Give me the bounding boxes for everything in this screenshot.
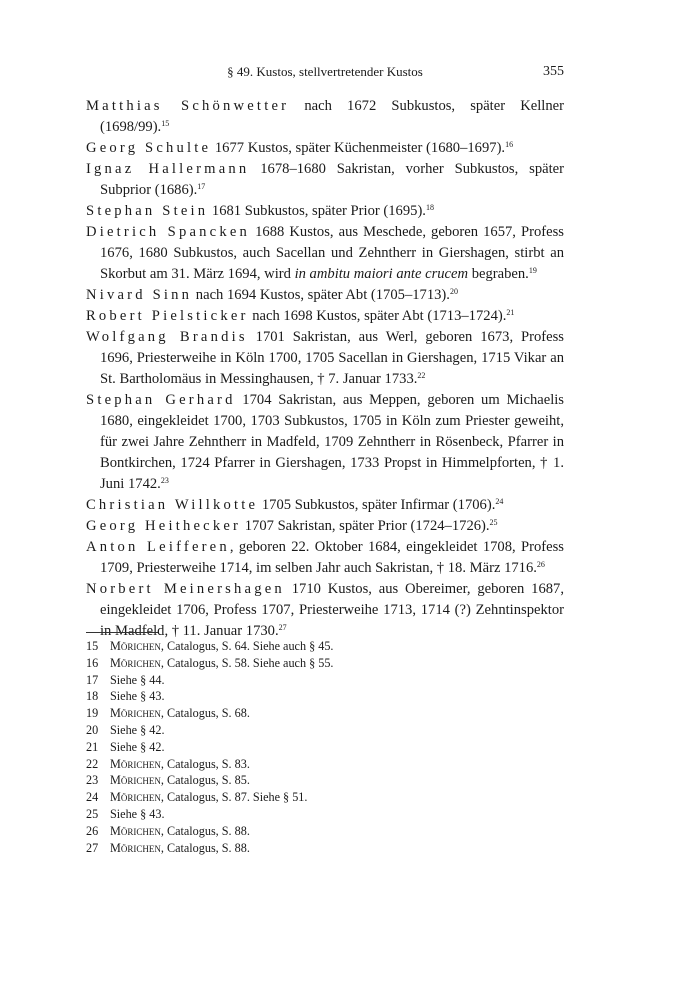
page-number: 355 bbox=[543, 64, 564, 79]
footnote-number: 16 bbox=[86, 655, 99, 670]
footnote-marker: 23 bbox=[160, 476, 169, 485]
footnote-text: , Catalogus, S. 88. bbox=[160, 840, 250, 855]
footnote-author: Mörichen bbox=[110, 790, 161, 805]
footnote-text: Siehe § 44. bbox=[110, 672, 165, 687]
entry-text: 1701 Sakristan, aus Werl, geboren 1673, Profess 1696, Priesterweihe in Köln 1700, 1705 Sacellan in Giershagen, 1715 Vikar an St. Bartholomäus in Messinghausen, † 7. Januar 1733. bbox=[100, 329, 564, 387]
latin-phrase: in ambitu maiori ante crucem bbox=[294, 266, 469, 282]
page-header bbox=[86, 62, 564, 82]
biography-entry bbox=[86, 159, 564, 201]
footnote-marker: 21 bbox=[506, 308, 515, 317]
footnote bbox=[86, 739, 564, 756]
footnote-author: Mörichen bbox=[110, 756, 161, 771]
biography-entry bbox=[86, 516, 564, 537]
footnote-marker: 19 bbox=[528, 266, 537, 275]
footnote-author: Mörichen bbox=[110, 773, 161, 788]
footnote bbox=[86, 806, 564, 823]
person-name: Matthias Schönwetter bbox=[86, 98, 290, 114]
entry-text: , geboren 22. Oktober 1684, eingekleidet 1708, Profess 1709, Priesterweihe 1714, im selben Jahr auch Sakristan, † 18. März 1716. bbox=[100, 539, 564, 576]
footnote-number: 19 bbox=[86, 706, 99, 721]
entry-text: 1681 Subkustos, später Prior (1695). bbox=[208, 203, 426, 219]
footnote-text: Siehe § 42. bbox=[110, 739, 165, 754]
entry-text: nach 1694 Kustos, später Abt (1705–1713). bbox=[192, 287, 450, 303]
entry-list bbox=[86, 96, 564, 642]
footnote bbox=[86, 705, 564, 722]
footnote bbox=[86, 772, 564, 789]
biography-entry bbox=[86, 327, 564, 390]
footnote-text: , Catalogus, S. 68. bbox=[160, 706, 250, 721]
running-title: § 49. Kustos, stellvertretender Kustos bbox=[227, 64, 423, 79]
footnote bbox=[86, 722, 564, 739]
footnote-marker: 24 bbox=[495, 497, 504, 506]
footnote bbox=[86, 672, 564, 689]
footnote-number: 25 bbox=[86, 806, 99, 821]
footnote-author: Mörichen bbox=[110, 655, 161, 670]
biography-entry bbox=[86, 201, 564, 222]
footnote-author: Mörichen bbox=[110, 706, 161, 721]
footnote bbox=[86, 638, 564, 655]
person-name: Georg Schulte bbox=[86, 140, 212, 156]
person-name: Stephan Stein bbox=[86, 203, 209, 219]
biography-entry bbox=[86, 495, 564, 516]
entry-text: 1677 Kustos, später Küchenmeister (1680–1697). bbox=[211, 140, 506, 156]
person-name: Ignaz Hallermann bbox=[86, 161, 250, 177]
footnote-text: , Catalogus, S. 87. Siehe § 51. bbox=[160, 790, 308, 805]
footnote-text: , Catalogus, S. 88. bbox=[160, 823, 250, 838]
footnote-number: 17 bbox=[86, 672, 99, 687]
footnote-number: 15 bbox=[86, 639, 99, 653]
footnote-text: , Catalogus, S. 83. bbox=[160, 756, 250, 771]
person-name: Norbert Meinershagen bbox=[86, 581, 285, 597]
footnote bbox=[86, 840, 564, 857]
entry-text: 1688 Kustos, aus Meschede, geboren 1657, Profess 1676, 1680 Subkustos, auch Sacellan und Zehntherr in Giershagen, stirbt an Skorbut am 31. März 1694, wird bbox=[100, 224, 564, 282]
footnote-author: Mörichen bbox=[110, 823, 161, 838]
footnote-marker: 20 bbox=[449, 287, 458, 296]
footnote-marker: 25 bbox=[489, 518, 498, 527]
biography-entry bbox=[86, 222, 564, 285]
footnote-rule bbox=[86, 632, 158, 633]
footnote-marker: 18 bbox=[425, 203, 434, 212]
entry-text: 1705 Subkustos, später Infirmar (1706). bbox=[258, 497, 496, 513]
entry-text: 1707 Sakristan, später Prior (1724–1726). bbox=[241, 518, 490, 534]
person-name: Robert Pielsticker bbox=[86, 308, 249, 324]
person-name: Dietrich Spancken bbox=[86, 224, 251, 240]
biography-entry bbox=[86, 138, 564, 159]
footnote-text: Siehe § 43. bbox=[110, 689, 165, 704]
biography-entry bbox=[86, 96, 564, 138]
person-name: Anton Leifferen bbox=[86, 539, 230, 555]
entry-text: nach 1672 Subkustos, später Kellner (1698/99). bbox=[100, 98, 564, 135]
entry-text: begraben. bbox=[468, 266, 529, 282]
biography-entry bbox=[86, 306, 564, 327]
footnote-marker: 17 bbox=[197, 182, 206, 191]
person-name: Georg Heithecker bbox=[86, 518, 242, 534]
footnote-marker: 26 bbox=[536, 560, 545, 569]
person-name: Stephan Gerhard bbox=[86, 392, 236, 408]
footnote-marker: 22 bbox=[417, 371, 426, 380]
person-name: Christian Willkotte bbox=[86, 497, 259, 513]
footnote bbox=[86, 655, 564, 672]
person-name: Nivard Sinn bbox=[86, 287, 193, 303]
footnote-author: Mörichen bbox=[110, 639, 161, 653]
footnote-number: 20 bbox=[86, 722, 99, 737]
footnote-marker: 15 bbox=[161, 119, 170, 128]
biography-entry bbox=[86, 390, 564, 495]
entry-text: 1710 Kustos, aus Obereimer, geboren 1687, eingekleidet 1706, Profess 1707, Priesterweihe 1713, 1714 (?) Zehntinspektor in Madfeld, † 11. Januar 1730. bbox=[100, 581, 564, 639]
person-name: Wolfgang Brandis bbox=[86, 329, 248, 345]
footnote-author: Mörichen bbox=[110, 840, 161, 855]
footnote-list bbox=[86, 638, 564, 856]
footnote bbox=[86, 789, 564, 806]
footnote-text: Siehe § 42. bbox=[110, 722, 165, 737]
footnote-marker: 16 bbox=[505, 140, 514, 149]
biography-entry bbox=[86, 537, 564, 579]
footnote-marker: 27 bbox=[278, 623, 287, 632]
footnote-number: 22 bbox=[86, 756, 99, 771]
entry-text: nach 1698 Kustos, später Abt (1713–1724). bbox=[248, 308, 507, 324]
biography-entry bbox=[86, 285, 564, 306]
footnote-number: 18 bbox=[86, 689, 99, 704]
footnote-number: 21 bbox=[86, 739, 99, 754]
footnote-number: 26 bbox=[86, 823, 99, 838]
footnote-text: , Catalogus, S. 64. Siehe auch § 45. bbox=[160, 639, 334, 653]
footnote bbox=[86, 823, 564, 840]
entry-text: 1704 Sakristan, aus Meppen, geboren um Michaelis 1680, eingekleidet 1700, 1703 Subkustos, 1705 in Köln zum Priester geweiht, für zwei Jahre Zehntherr in Madfeld, 1709 Zehntherr in Rösenbeck, Pfarrer in Bontkirchen, 1724 Pfarrer in Giershagen, 1733 Propst in Himmelpforten, † 1. Juni 1742. bbox=[100, 392, 564, 492]
footnote bbox=[86, 688, 564, 705]
footnote bbox=[86, 756, 564, 773]
footnote-number: 24 bbox=[86, 790, 99, 805]
footnote-text: Siehe § 43. bbox=[110, 806, 165, 821]
footnote-text: , Catalogus, S. 85. bbox=[160, 773, 250, 788]
footnote-number: 27 bbox=[86, 840, 99, 855]
footnote-number: 23 bbox=[86, 773, 99, 788]
footnote-text: , Catalogus, S. 58. Siehe auch § 55. bbox=[160, 655, 334, 670]
entry-text: 1678–1680 Sakristan, vorher Subkustos, später Subprior (1686). bbox=[100, 161, 564, 198]
